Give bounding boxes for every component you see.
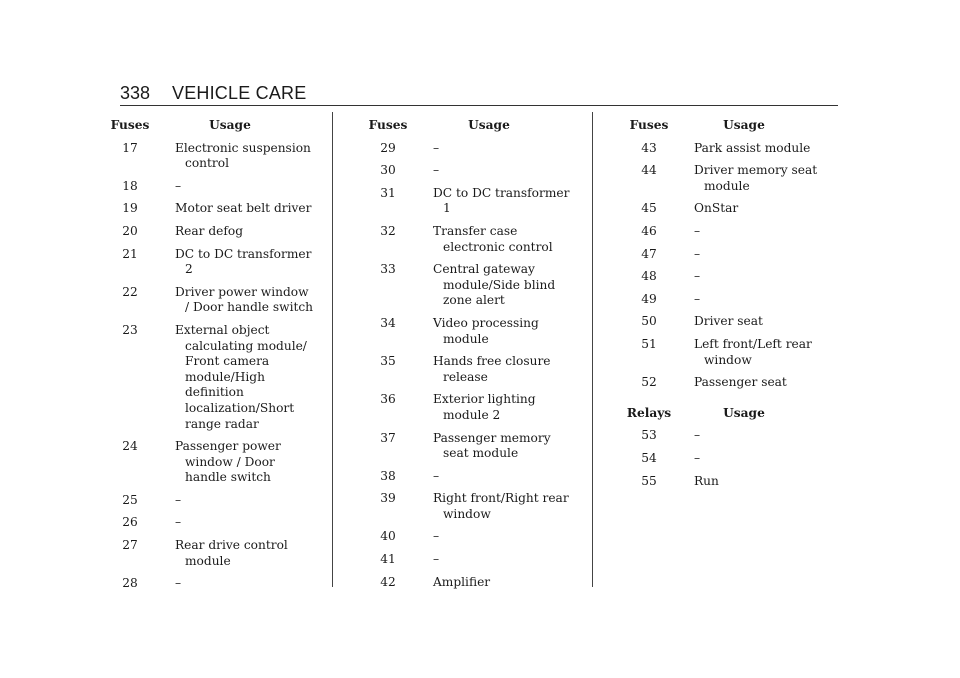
header-usage-label: Usage	[723, 405, 765, 420]
usage-text-content: –	[694, 428, 701, 443]
fuse-row	[98, 538, 328, 569]
usage-text	[420, 491, 573, 522]
section-title: VEHICLE CARE	[172, 83, 307, 103]
fuse-row	[98, 285, 328, 316]
usage-text-content: –	[433, 552, 440, 567]
usage-text-content: –	[175, 515, 182, 530]
fuse-number: 29	[380, 140, 396, 155]
usage-text-content: Video processing module	[433, 315, 539, 346]
fuse-number: 39	[380, 491, 396, 506]
table-header	[356, 118, 588, 134]
fuse-number: 36	[380, 392, 396, 407]
table-header	[617, 118, 837, 134]
fuse-row	[356, 529, 588, 545]
fuse-table-column-2	[356, 118, 588, 597]
usage-text-content: OnStar	[694, 201, 739, 216]
relay-number: 54	[641, 450, 657, 465]
fuse-number: 23	[122, 322, 138, 337]
header-number-label: Fuses	[629, 118, 669, 132]
usage-text-content: Left front/Left rear window	[694, 336, 812, 367]
fuse-row	[98, 201, 328, 217]
usage-text	[162, 439, 315, 486]
fuse-table-column-1	[98, 118, 328, 599]
fuse-row	[356, 491, 588, 522]
usage-text-content: Electronic suspension control	[175, 140, 311, 171]
usage-text	[420, 186, 573, 217]
fuse-row	[98, 323, 328, 432]
usage-text-content: Central gateway module/Side blind zone alert	[433, 262, 556, 308]
fuse-row	[356, 224, 588, 255]
usage-text	[420, 392, 573, 423]
usage-text	[681, 451, 834, 467]
fuse-number: 38	[380, 468, 396, 483]
usage-text-content: –	[433, 529, 440, 544]
usage-text	[162, 576, 315, 592]
usage-text	[681, 163, 834, 194]
fuse-number: 35	[380, 354, 396, 369]
fuse-number: 40	[380, 529, 396, 544]
usage-text	[420, 316, 573, 347]
usage-text-content: DC to DC transformer 1	[433, 185, 570, 216]
fuse-number: 41	[380, 552, 396, 567]
fuse-row	[356, 575, 588, 591]
fuse-row	[98, 224, 328, 240]
usage-text	[681, 292, 834, 308]
fuse-number: 20	[122, 223, 138, 238]
usage-text-content: –	[694, 246, 701, 261]
usage-text-content: –	[694, 450, 701, 465]
usage-text	[162, 515, 315, 531]
fuse-row	[98, 493, 328, 509]
usage-text	[420, 552, 573, 568]
usage-text	[162, 141, 315, 172]
fuse-number: 42	[380, 574, 396, 589]
fuse-number: 28	[122, 576, 138, 591]
fuse-number: 22	[122, 284, 138, 299]
fuse-number: 26	[122, 515, 138, 530]
fuse-number: 27	[122, 538, 138, 553]
usage-text	[162, 224, 315, 240]
fuse-number: 52	[641, 375, 657, 390]
usage-text-content: DC to DC transformer 2	[175, 246, 312, 277]
fuse-row	[617, 375, 837, 391]
usage-text-content: Rear defog	[175, 223, 244, 238]
fuse-number: 30	[380, 163, 396, 178]
fuse-number: 31	[380, 185, 396, 200]
usage-text-content: Hands free closure release	[433, 354, 551, 384]
usage-text	[420, 431, 573, 462]
column-divider	[592, 112, 593, 587]
usage-text-content: Park assist module	[694, 140, 811, 155]
fuse-row	[356, 469, 588, 485]
fuse-row	[356, 354, 588, 385]
fuse-number: 46	[641, 223, 657, 238]
fuse-row	[617, 201, 837, 217]
usage-text-content: Motor seat belt driver	[175, 201, 312, 216]
usage-text-content: –	[433, 140, 440, 155]
usage-text-content: Driver seat	[694, 314, 763, 329]
fuse-number: 32	[380, 223, 396, 238]
page-header	[120, 83, 838, 106]
usage-text-content: Exterior lighting module 2	[433, 392, 536, 422]
fuse-row	[356, 141, 588, 157]
usage-text	[420, 354, 573, 385]
usage-text-content: Driver memory seat module	[694, 163, 818, 193]
fuse-row	[356, 392, 588, 423]
relay-row	[617, 428, 837, 444]
fuse-number: 18	[122, 178, 138, 193]
usage-text	[681, 201, 834, 217]
fuse-row	[617, 141, 837, 157]
usage-text	[681, 314, 834, 330]
fuse-row	[617, 247, 837, 263]
usage-text	[681, 428, 834, 444]
usage-text	[420, 575, 573, 591]
relay-number: 53	[641, 428, 657, 443]
usage-text-content: Passenger seat	[694, 375, 787, 390]
fuse-number: 48	[641, 269, 657, 284]
usage-text	[420, 469, 573, 485]
usage-text-content: External object calculating module/ Front camera module/High definition localization/Short range radar	[175, 322, 307, 431]
fuse-row	[98, 576, 328, 592]
header-usage-label: Usage	[723, 118, 765, 132]
header-usage-label: Usage	[468, 118, 510, 132]
fuse-number: 47	[641, 246, 657, 261]
usage-text-content: –	[175, 492, 182, 507]
fuse-number: 25	[122, 492, 138, 507]
usage-text	[420, 529, 573, 545]
relay-row	[617, 451, 837, 467]
usage-text	[162, 179, 315, 195]
fuse-row	[98, 439, 328, 486]
fuse-number: 51	[641, 336, 657, 351]
usage-text-content: –	[175, 576, 182, 591]
fuse-number: 44	[641, 163, 657, 178]
fuse-row	[617, 292, 837, 308]
usage-text	[162, 538, 315, 569]
fuse-number: 45	[641, 201, 657, 216]
fuse-row	[617, 337, 837, 368]
header-usage-label: Usage	[209, 118, 251, 132]
column-divider	[332, 112, 333, 587]
fuse-row	[356, 316, 588, 347]
fuse-row	[356, 552, 588, 568]
usage-text	[162, 201, 315, 217]
usage-text-content: Amplifier	[433, 574, 491, 589]
table-header	[617, 406, 837, 422]
usage-text-content: –	[694, 269, 701, 284]
usage-text	[162, 323, 315, 432]
fuse-row	[617, 314, 837, 330]
usage-text	[681, 375, 834, 391]
fuse-number: 17	[122, 140, 138, 155]
fuse-number: 50	[641, 314, 657, 329]
fuse-row	[98, 179, 328, 195]
usage-text-content: Passenger power window / Door handle switch	[175, 439, 281, 485]
relay-number: 55	[641, 473, 657, 488]
fuse-number: 19	[122, 201, 138, 216]
usage-text	[162, 493, 315, 509]
usage-text-content: –	[175, 178, 182, 193]
fuse-row	[617, 269, 837, 285]
fuse-number: 37	[380, 430, 396, 445]
header-number-label: Fuses	[110, 118, 150, 132]
usage-text	[162, 247, 315, 278]
usage-text-content: Passenger memory seat module	[433, 430, 551, 461]
usage-text-content: Run	[694, 473, 719, 488]
usage-text-content: –	[694, 291, 701, 306]
fuse-row	[356, 262, 588, 309]
usage-text	[681, 474, 834, 490]
usage-text	[681, 269, 834, 285]
usage-text	[420, 163, 573, 179]
fuse-row	[356, 163, 588, 179]
fuse-row	[356, 186, 588, 217]
fuse-row	[98, 141, 328, 172]
usage-text	[420, 141, 573, 157]
fuse-table-column-3	[617, 118, 837, 496]
fuse-number: 49	[641, 291, 657, 306]
usage-text	[420, 262, 573, 309]
fuse-row	[356, 431, 588, 462]
usage-text	[681, 247, 834, 263]
header-number-label: Relays	[626, 405, 672, 420]
fuse-row	[98, 247, 328, 278]
usage-text	[162, 285, 315, 316]
fuse-row	[617, 163, 837, 194]
usage-text-content: Right front/Right rear window	[433, 491, 569, 521]
usage-text-content: Driver power window / Door handle switch	[175, 284, 314, 315]
page-number: 338	[120, 83, 151, 103]
fuse-number: 34	[380, 315, 396, 330]
usage-text	[681, 224, 834, 240]
header-number-label: Fuses	[368, 118, 408, 132]
fuse-row	[617, 224, 837, 240]
fuse-number: 33	[380, 262, 396, 277]
usage-text-content: –	[433, 468, 440, 483]
fuse-number: 24	[122, 439, 138, 454]
usage-text-content: –	[433, 163, 440, 178]
usage-text-content: Transfer case electronic control	[433, 223, 553, 254]
table-header	[98, 118, 328, 134]
fuse-number: 21	[122, 246, 138, 261]
fuse-row	[98, 515, 328, 531]
usage-text	[681, 337, 834, 368]
usage-text	[420, 224, 573, 255]
usage-text-content: –	[694, 223, 701, 238]
usage-text	[681, 141, 834, 157]
relay-row	[617, 474, 837, 490]
usage-text-content: Rear drive control module	[175, 538, 288, 568]
fuse-number: 43	[641, 140, 657, 155]
